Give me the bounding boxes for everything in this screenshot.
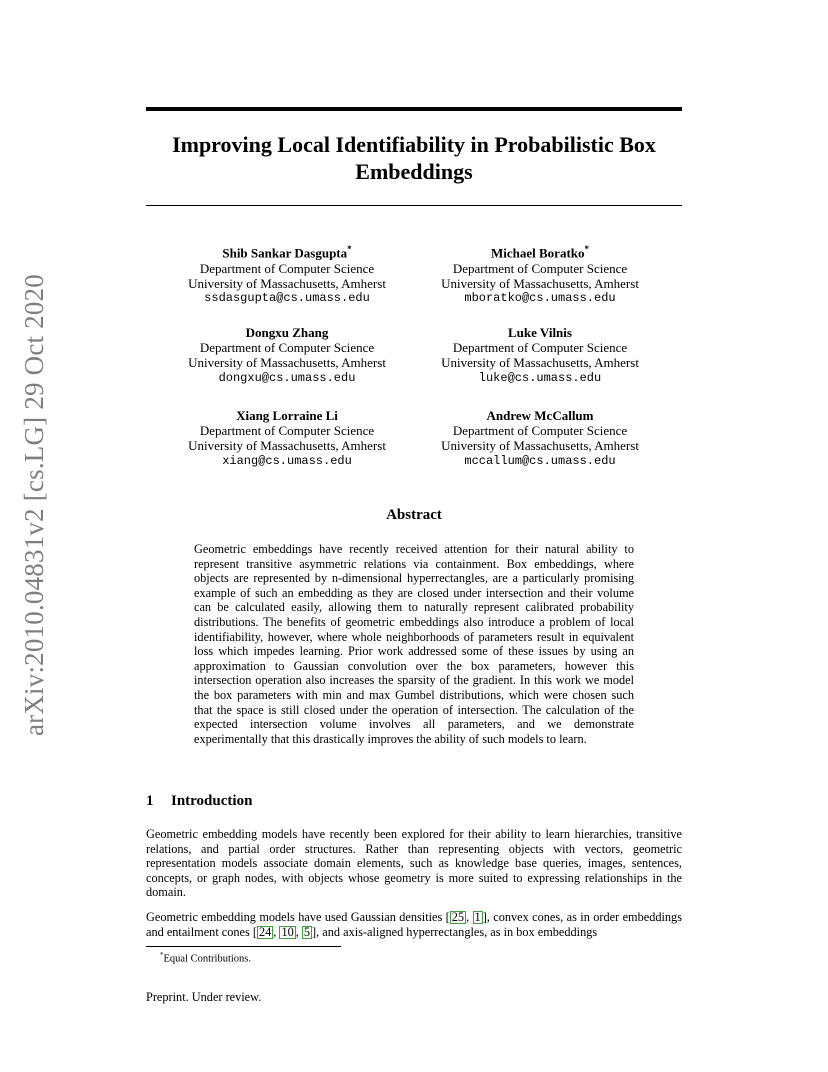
- paper-title: Improving Local Identifiability in Probabilistic Box Embeddings: [172, 132, 656, 184]
- author-affil: University of Massachusetts, Amherst: [441, 438, 639, 454]
- author-name: Michael Boratko*: [490, 244, 589, 261]
- author-block: [157, 408, 417, 469]
- citation-link[interactable]: 25: [451, 910, 465, 924]
- abstract-heading: Abstract: [386, 507, 442, 523]
- author-dept: Department of Computer Science: [452, 260, 628, 276]
- author-name: Andrew McCallum: [486, 408, 594, 423]
- author-block: [410, 325, 670, 386]
- author-affil: University of Massachusetts, Amherst: [188, 355, 386, 371]
- preprint-note: Preprint. Under review.: [146, 990, 262, 1004]
- author-block: [157, 325, 417, 386]
- intro-paragraph-1: Geometric embedding models have recently been explored for their ability to learn hierarchies, transitive relations, and partial order structures. Rather than representing objects with vectors, geometric representation models associate domain elements, such as knowledge base queries, images, sentences, concepts, or graph nodes, with objects whose geometry is more suited to expressing relationships in the domain.: [146, 827, 682, 900]
- section-number: 1: [146, 793, 154, 809]
- author-block: [410, 408, 670, 469]
- citation-link[interactable]: 24: [258, 924, 272, 939]
- author-dept: Department of Computer Science: [452, 340, 628, 356]
- intro-paragraph-2: Geometric embedding models have used Gaussian densities [ 25 , 1 ], convex cones, as in order embeddings and entailment cones [ 24 , 10 , 5 ], and axis-aligned hyperrectangles, as in box embeddings: [146, 910, 682, 939]
- citation-link[interactable]: 10: [281, 924, 294, 939]
- author-email: dongxu@cs.umass.edu: [218, 370, 356, 385]
- abstract-text: Geometric embeddings have recently received attention for their natural ability to represent transitive asymmetric relations via containment. Box embeddings, where objects are represented by n-dimensional hyperrectangles, are a particularly promising example of such an embedding as they are closed under intersection and their volume can be calculated easily, allowing them to naturally represent calibrated probability distributions. The benefits of geometric embeddings also introduce a problem of local identifiability, however, where whole neighborhoods of parameters result in equivalent loss which impedes learning. Prior work addressed some of these issues by using an approximation to Gaussian convolution over the box parameters, however this intersection operation also increases the sparsity of the gradient. In this work we model the box parameters with min and max Gumbel distributions, which were chosen such that the space is still closed under the operation of intersection. The calculation of the expected intersection volume involves all parameters, and we demonstrate experimentally that this drastically improves the ability of such models to learn.: [194, 542, 634, 746]
- author-affil: University of Massachusetts, Amherst: [441, 275, 639, 291]
- section-title: Introduction: [171, 793, 253, 809]
- author-name: Xiang Lorraine Li: [236, 408, 338, 423]
- footnote: *Equal Contributions.: [160, 951, 251, 965]
- citation-link[interactable]: 1: [474, 910, 481, 924]
- author-email: ssdasgupta@cs.umass.edu: [204, 290, 370, 305]
- author-name: Luke Vilnis: [508, 325, 572, 340]
- author-email: mccallum@cs.umass.edu: [464, 453, 616, 468]
- author-dept: Department of Computer Science: [452, 423, 628, 439]
- author-affil: University of Massachusetts, Amherst: [188, 438, 386, 454]
- author-affil: University of Massachusetts, Amherst: [441, 355, 639, 371]
- author-name: Shib Sankar Dasgupta*: [222, 244, 352, 261]
- title-bottom-rule: [146, 205, 682, 206]
- author-email: luke@cs.umass.edu: [478, 370, 602, 385]
- author-affil: University of Massachusetts, Amherst: [188, 275, 386, 291]
- title-top-rule: [146, 107, 682, 111]
- author-dept: Department of Computer Science: [199, 423, 375, 439]
- author-email: xiang@cs.umass.edu: [222, 453, 352, 468]
- author-dept: Department of Computer Science: [199, 340, 375, 356]
- author-dept: Department of Computer Science: [199, 260, 375, 276]
- arxiv-side-stamp: arXiv:2010.04831v2 [cs.LG] 29 Oct 2020: [19, 273, 49, 737]
- section-heading: [146, 793, 252, 810]
- footnote-rule: [146, 946, 341, 947]
- author-block: [410, 242, 670, 306]
- author-name: Dongxu Zhang: [245, 325, 329, 340]
- author-email: mboratko@cs.umass.edu: [464, 290, 616, 305]
- author-block: [157, 242, 417, 306]
- citation-link[interactable]: 5: [303, 924, 311, 939]
